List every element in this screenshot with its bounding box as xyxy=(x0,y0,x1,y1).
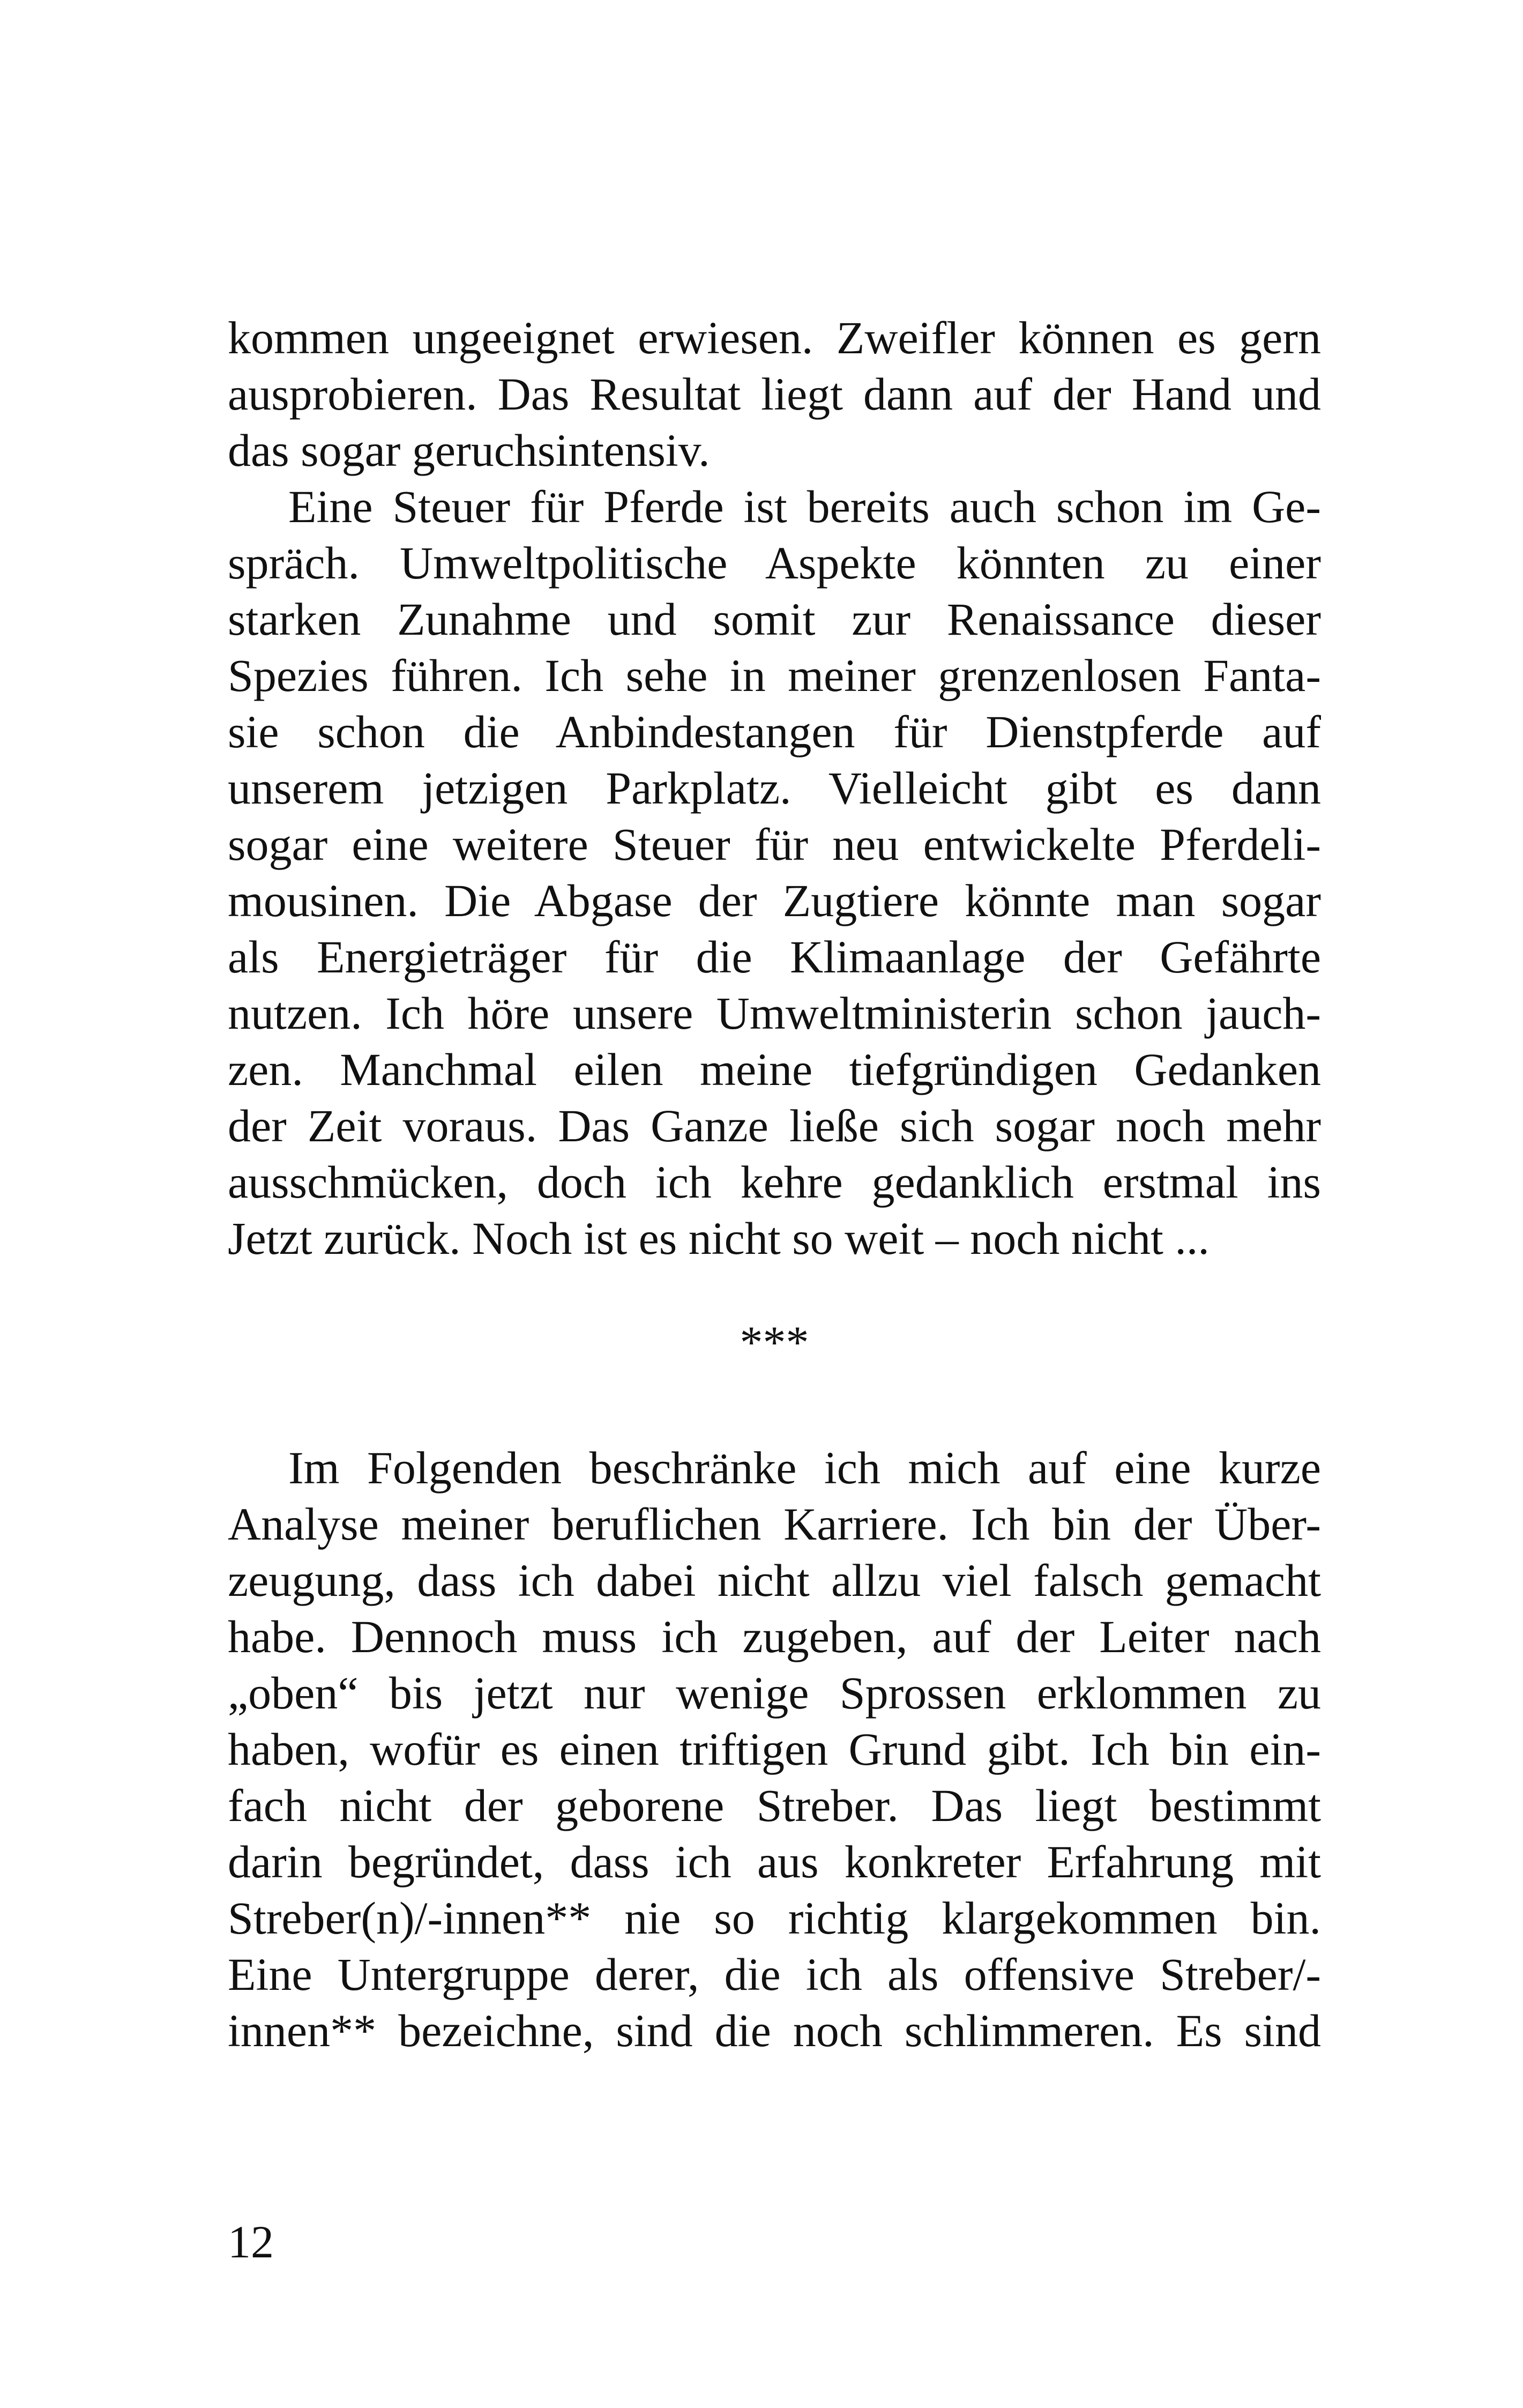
text-line: als Energieträger für die Klimaanlage der Gefährte xyxy=(228,931,1321,983)
text-line: starken Zunahme und somit zur Renaissance dieser xyxy=(228,593,1321,645)
text-line: habe. Dennoch muss ich zugeben, auf der Leiter nach xyxy=(228,1611,1321,1662)
text-line: darin begründet, dass ich aus konkreter Erfahrung mit xyxy=(228,1836,1321,1887)
text-line: der Zeit voraus. Das Ganze ließe sich sogar noch mehr xyxy=(228,1100,1321,1151)
text-line: sie schon die Anbindestangen für Dienstpferde auf xyxy=(228,706,1321,757)
text-line: zeugung, dass ich dabei nicht allzu viel falsch gemacht xyxy=(228,1555,1321,1606)
text-line: unserem jetzigen Parkplatz. Vielleicht gibt es dann xyxy=(228,762,1321,814)
text-line: Im Folgenden beschränke ich mich auf eine kurze xyxy=(288,1442,1321,1493)
text-line: mousinen. Die Abgase der Zugtiere könnte man sogar xyxy=(228,875,1321,926)
text-line: ausschmücken, doch ich kehre gedanklich erstmal ins xyxy=(228,1156,1321,1208)
text-line: das sogar geruchsintensiv. xyxy=(228,425,710,476)
text-line: „oben“ bis jetzt nur wenige Sprossen erklommen zu xyxy=(228,1667,1321,1719)
text-line: zen. Manchmal eilen meine tiefgründigen Gedanken xyxy=(228,1044,1321,1095)
text-line: Eine Steuer für Pferde ist bereits auch schon im Ge- xyxy=(288,481,1321,532)
text-line: spräch. Umweltpolitische Aspekte könnten zu einer xyxy=(228,537,1321,589)
text-line: Jetzt zurück. Noch ist es nicht so weit – noch nicht ... xyxy=(228,1213,1210,1264)
text-line: Eine Untergruppe derer, die ich als offensive Streber/- xyxy=(228,1949,1321,2000)
text-line: nutzen. Ich höre unsere Umweltministerin schon jauch- xyxy=(228,987,1321,1039)
text-line: ausprobieren. Das Resultat liegt dann auf der Hand und xyxy=(228,368,1321,420)
text-line: innen** bezeichne, sind die noch schlimmeren. Es sind xyxy=(228,2005,1321,2056)
page-number: 12 xyxy=(228,2216,274,2268)
section-separator: *** xyxy=(740,1317,809,1368)
text-line: Streber(n)/-innen** nie so richtig klargekommen bin. xyxy=(228,1892,1321,1944)
text-block-bottom xyxy=(228,1440,1321,2059)
text-line: kommen ungeeignet erwiesen. Zweifler können es gern xyxy=(228,312,1321,363)
text-line: haben, wofür es einen triftigen Grund gibt. Ich bin ein- xyxy=(228,1723,1321,1775)
text-line: Spezies führen. Ich sehe in meiner grenzenlosen Fanta- xyxy=(228,650,1321,701)
text-block-top xyxy=(228,310,1321,1267)
text-line: fach nicht der geborene Streber. Das liegt bestimmt xyxy=(228,1780,1321,1831)
text-line: Analyse meiner beruflichen Karriere. Ich bin der Über- xyxy=(228,1498,1321,1550)
text-line: sogar eine weitere Steuer für neu entwickelte Pferdeli- xyxy=(228,819,1321,870)
